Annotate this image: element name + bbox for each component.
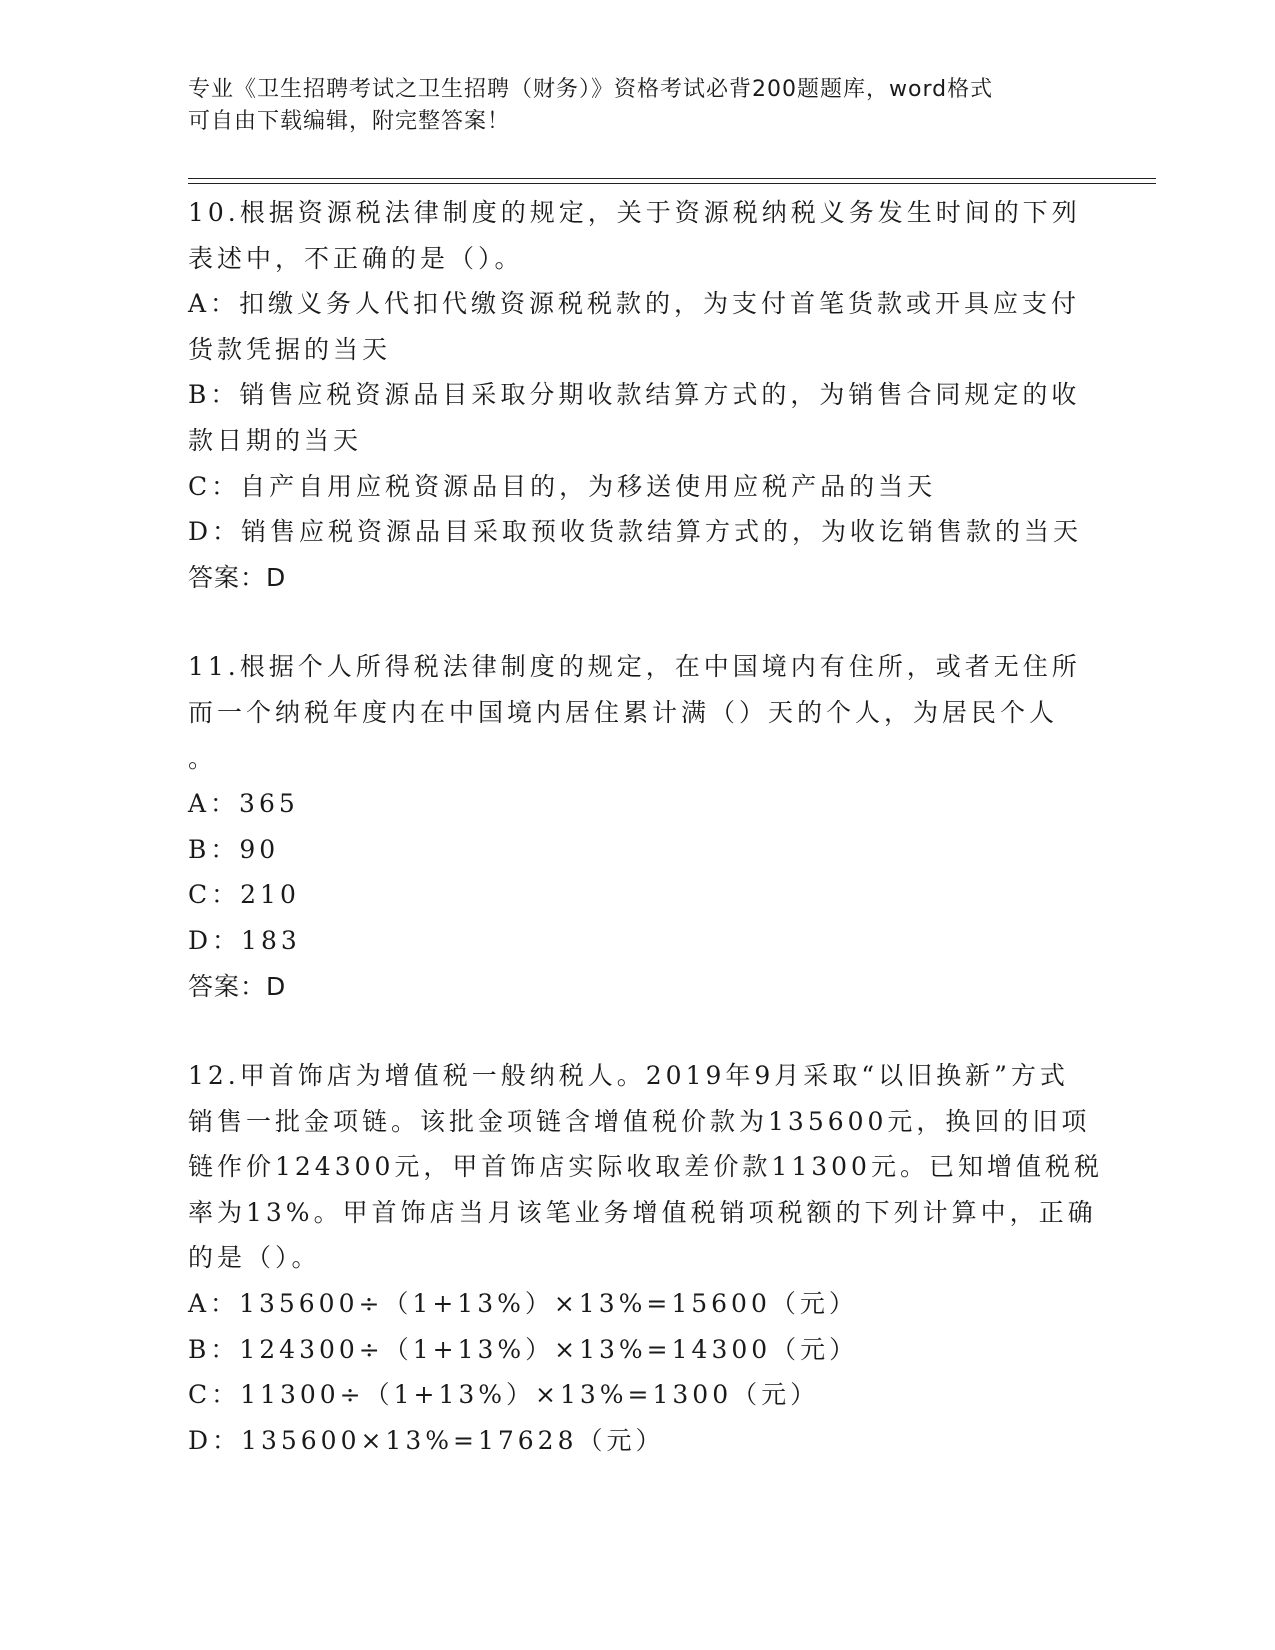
option-c: C：11300÷（1+13%）×13%=1300（元） (188, 1380, 820, 1410)
option-b: B：124300÷（1+13%）×13%=14300（元） (188, 1334, 859, 1364)
option-d: D：135600×13%=17628（元） (188, 1425, 665, 1455)
question-stem-line: 率为13%。甲首饰店当月该笔业务增值税销项税额的下列计算中，正确 (188, 1197, 1097, 1227)
document-header (188, 74, 1088, 138)
question-stem-line: 12.甲首饰店为增值税一般纳税人。2019年9月采取“以旧换新”方式 (188, 1061, 1069, 1091)
option-d: D：183 (188, 925, 301, 955)
option-b: B：销售应税资源品目采取分期收款结算方式的，为销售合同规定的收 (188, 380, 1081, 410)
question-12 (188, 1053, 1103, 1463)
option-a: A：扣缴义务人代扣代缴资源税税款的，为支付首笔货款或开具应支付 (188, 289, 1081, 319)
question-stem-line: 的是（）。 (188, 1243, 321, 1273)
question-10 (188, 190, 1088, 600)
question-spacer (188, 600, 1088, 644)
header-line-1: 专业《卫生招聘考试之卫生招聘（财务）》资格考试必背200题题库，word格式 (188, 77, 994, 102)
question-stem-line: 表述中，不正确的是（）。 (188, 243, 524, 273)
answer-label: 答案：D (188, 562, 287, 592)
question-list (188, 190, 1103, 1463)
option-b: B：90 (188, 834, 280, 864)
answer-label: 答案：D (188, 971, 287, 1001)
question-stem-line: 而一个纳税年度内在中国境内居住累计满（）天的个人，为居民个人 (188, 697, 1059, 727)
option-d: D：销售应税资源品目采取预收货款结算方式的，为收讫销售款的当天 (188, 517, 1083, 547)
question-stem-line: 。 (188, 743, 218, 773)
header-divider-thick (188, 178, 1156, 179)
question-11 (188, 644, 1088, 1009)
option-c: C：210 (188, 880, 300, 910)
option-a-continued: 货款凭据的当天 (188, 334, 392, 364)
question-stem-line: 销售一批金项链。该批金项链含增值税价款为135600元，换回的旧项 (188, 1106, 1091, 1136)
option-a: A：135600÷（1+13%）×13%=15600（元） (188, 1289, 858, 1319)
question-stem-line: 11.根据个人所得税法律制度的规定，在中国境内有住所，或者无住所 (188, 652, 1081, 682)
option-c: C：自产自用应税资源品目的，为移送使用应税产品的当天 (188, 471, 937, 501)
option-b-continued: 款日期的当天 (188, 425, 363, 455)
question-stem-line: 10.根据资源税法律制度的规定，关于资源税纳税义务发生时间的下列 (188, 198, 1081, 227)
header-divider-thin (188, 183, 1156, 184)
question-spacer (188, 1009, 1088, 1053)
option-a: A：365 (188, 789, 299, 819)
question-stem-line: 链作价124300元，甲首饰店实际收取差价款11300元。已知增值税税 (188, 1152, 1103, 1182)
header-line-2: 可自由下载编辑，附完整答案！ (188, 109, 511, 134)
